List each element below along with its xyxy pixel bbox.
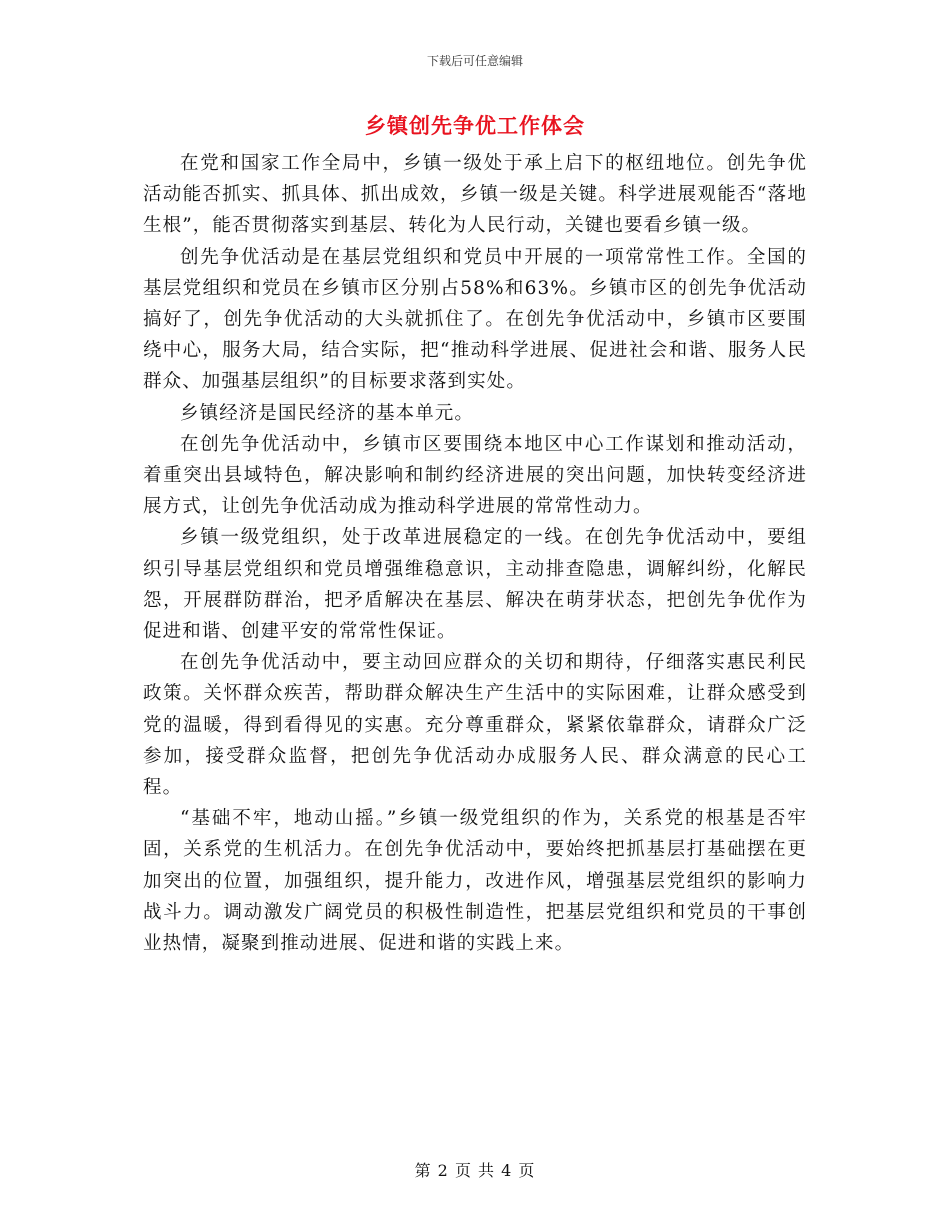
document-body xyxy=(143,148,807,959)
header-note: 下载后可任意编辑 xyxy=(426,54,523,68)
paragraph: 乡镇一级党组织，处于改革进展稳定的一线。在创先争优活动中，要组织引导基层党组织和党员增强维稳意识，主动排查隐患，调解纠纷，化解民怨，开展群防群治，把矛盾解决在基层、解决在萌芽状态，把创先争优作为促进和谐、创建平安的常常性保证。 xyxy=(143,527,807,643)
paragraph: 创先争优活动是在基层党组织和党员中开展的一项常常性工作。全国的基层党组织和党员在乡镇市区分别占58%和63%。乡镇市区的创先争优活动搞好了，创先争优活动的大头就抓住了。在创先争优活动中，乡镇市区要围绕中心，服务大局，结合实际，把“推动科学进展、促进社会和谐、服务人民群众、加强基层组织”的目标要求落到实处。 xyxy=(143,246,807,393)
paragraph: “基础不牢，地动山摇。”乡镇一级党组织的作为，关系党的根基是否牢固，关系党的生机活力。在创先争优活动中，要始终把抓基层打基础摆在更加突出的位置，加强组织，提升能力，改进作风，增强基层党组织的影响力战斗力。调动激发广阔党员的积极性制造性，把基层党组织和党员的干事创业热情，凝聚到推动进展、促进和谐的实践上来。 xyxy=(143,808,807,955)
paragraph: 乡镇经济是国民经济的基本单元。 xyxy=(180,402,475,424)
document-title: 乡镇创先争优工作体会 xyxy=(365,113,585,138)
page-number: 第 2 页 共 4 页 xyxy=(414,1161,536,1180)
paragraph: 在创先争优活动中，要主动回应群众的关切和期待，仔细落实惠民利民政策。关怀群众疾苦，帮助群众解决生产生活中的实际困难，让群众感受到党的温暖，得到看得见的实惠。充分尊重群众，紧紧依靠群众，请群众广泛参加，接受群众监督，把创先争优活动办成服务人民、群众满意的民心工程。 xyxy=(143,652,807,799)
paragraph: 在创先争优活动中，乡镇市区要围绕本地区中心工作谋划和推动活动，着重突出县域特色，解决影响和制约经济进展的突出问题，加快转变经济进展方式，让创先争优活动成为推动科学进展的常常性动力。 xyxy=(143,433,807,518)
paragraph: 在党和国家工作全局中，乡镇一级处于承上启下的枢纽地位。创先争优活动能否抓实、抓具体、抓出成效，乡镇一级是关键。科学进展观能否“落地生根”，能否贯彻落实到基层、转化为人民行动，关键也要看乡镇一级。 xyxy=(143,153,807,237)
